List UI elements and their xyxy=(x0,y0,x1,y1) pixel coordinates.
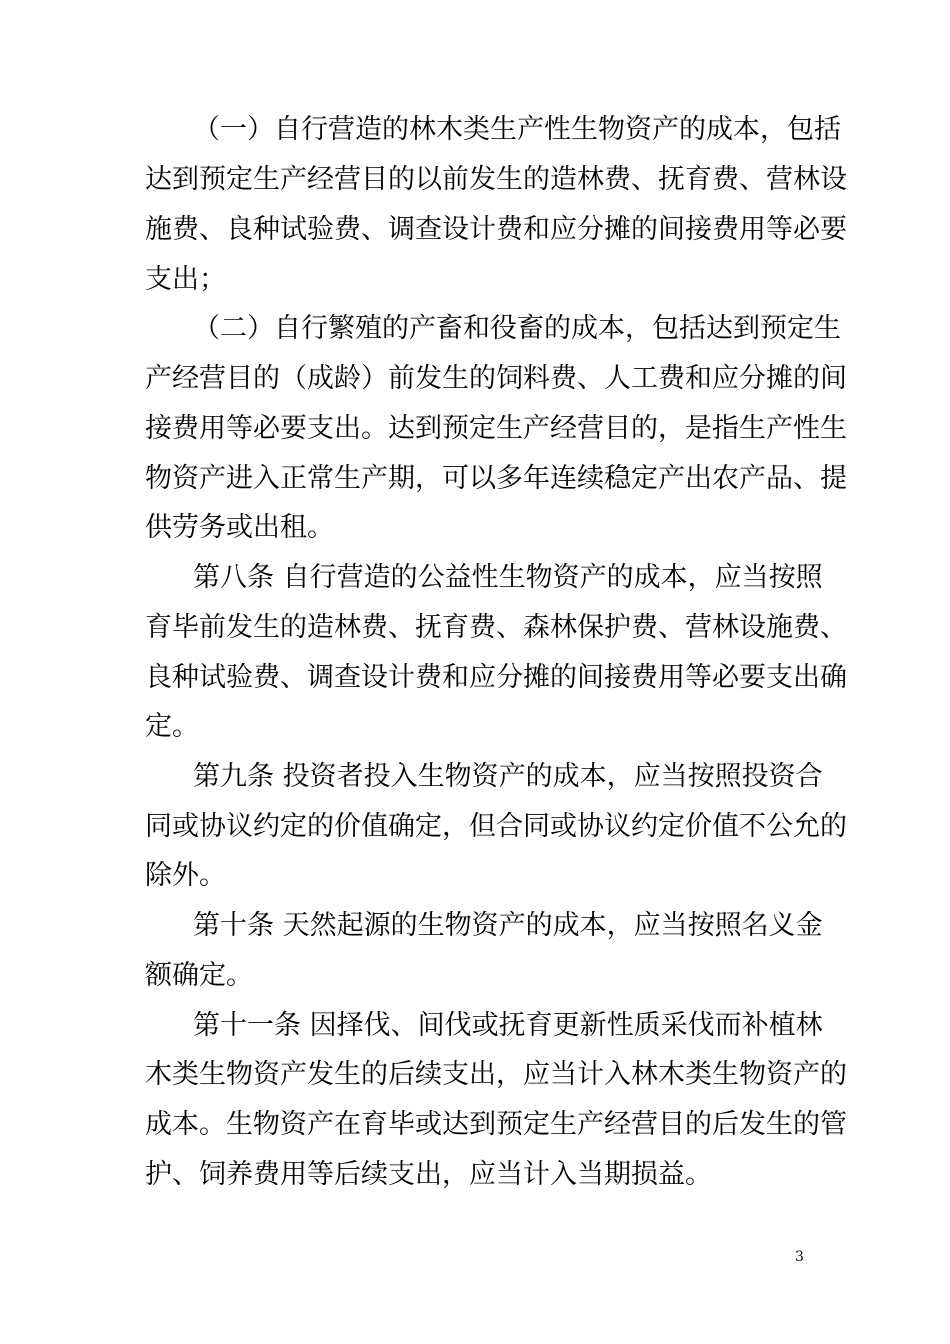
text-line: 接费用等必要支出。达到预定生产经营目的，是指生产性生 xyxy=(145,413,847,444)
text-line: 额确定。 xyxy=(145,960,253,991)
text-line: 除外。 xyxy=(145,860,226,891)
text-line: 护、饲养费用等后续支出，应当计入当期损益。 xyxy=(145,1159,712,1190)
text-line: 成本。生物资产在育毕或达到预定生产经营目的后发生的管 xyxy=(145,1109,847,1140)
text-line: 产经营目的（成龄）前发生的饲料费、人工费和应分摊的间 xyxy=(145,363,847,394)
text-line: 第八条 自行营造的公益性生物资产的成本，应当按照 xyxy=(193,562,823,593)
text-line: 定。 xyxy=(145,711,199,742)
page-number: 3 xyxy=(795,1249,804,1265)
text-line: （二）自行繁殖的产畜和役畜的成本，包括达到预定生 xyxy=(193,313,841,344)
text-line: 木类生物资产发生的后续支出，应当计入林木类生物资产的 xyxy=(145,1059,847,1090)
text-line: 第十一条 因择伐、间伐或抚育更新性质采伐而补植林 xyxy=(193,1010,823,1041)
text-line: 供劳务或出租。 xyxy=(145,512,334,543)
text-line: 同或协议约定的价值确定，但合同或协议约定价值不公允的 xyxy=(145,811,847,842)
text-line: 支出； xyxy=(145,264,226,295)
text-line: 施费、良种试验费、调查设计费和应分摊的间接费用等必要 xyxy=(145,214,847,245)
text-line: 良种试验费、调查设计费和应分摊的间接费用等必要支出确 xyxy=(145,662,847,693)
text-line: 第十条 天然起源的生物资产的成本，应当按照名义金 xyxy=(193,910,823,941)
text-line: （一）自行营造的林木类生产性生物资产的成本，包括 xyxy=(193,114,841,145)
text-line: 物资产进入正常生产期，可以多年连续稳定产出农产品、提 xyxy=(145,463,847,494)
text-line: 第九条 投资者投入生物资产的成本，应当按照投资合 xyxy=(193,761,823,792)
text-line: 育毕前发生的造林费、抚育费、森林保护费、营林设施费、 xyxy=(145,612,847,643)
text-line: 达到预定生产经营目的以前发生的造林费、抚育费、营林设 xyxy=(145,164,847,195)
